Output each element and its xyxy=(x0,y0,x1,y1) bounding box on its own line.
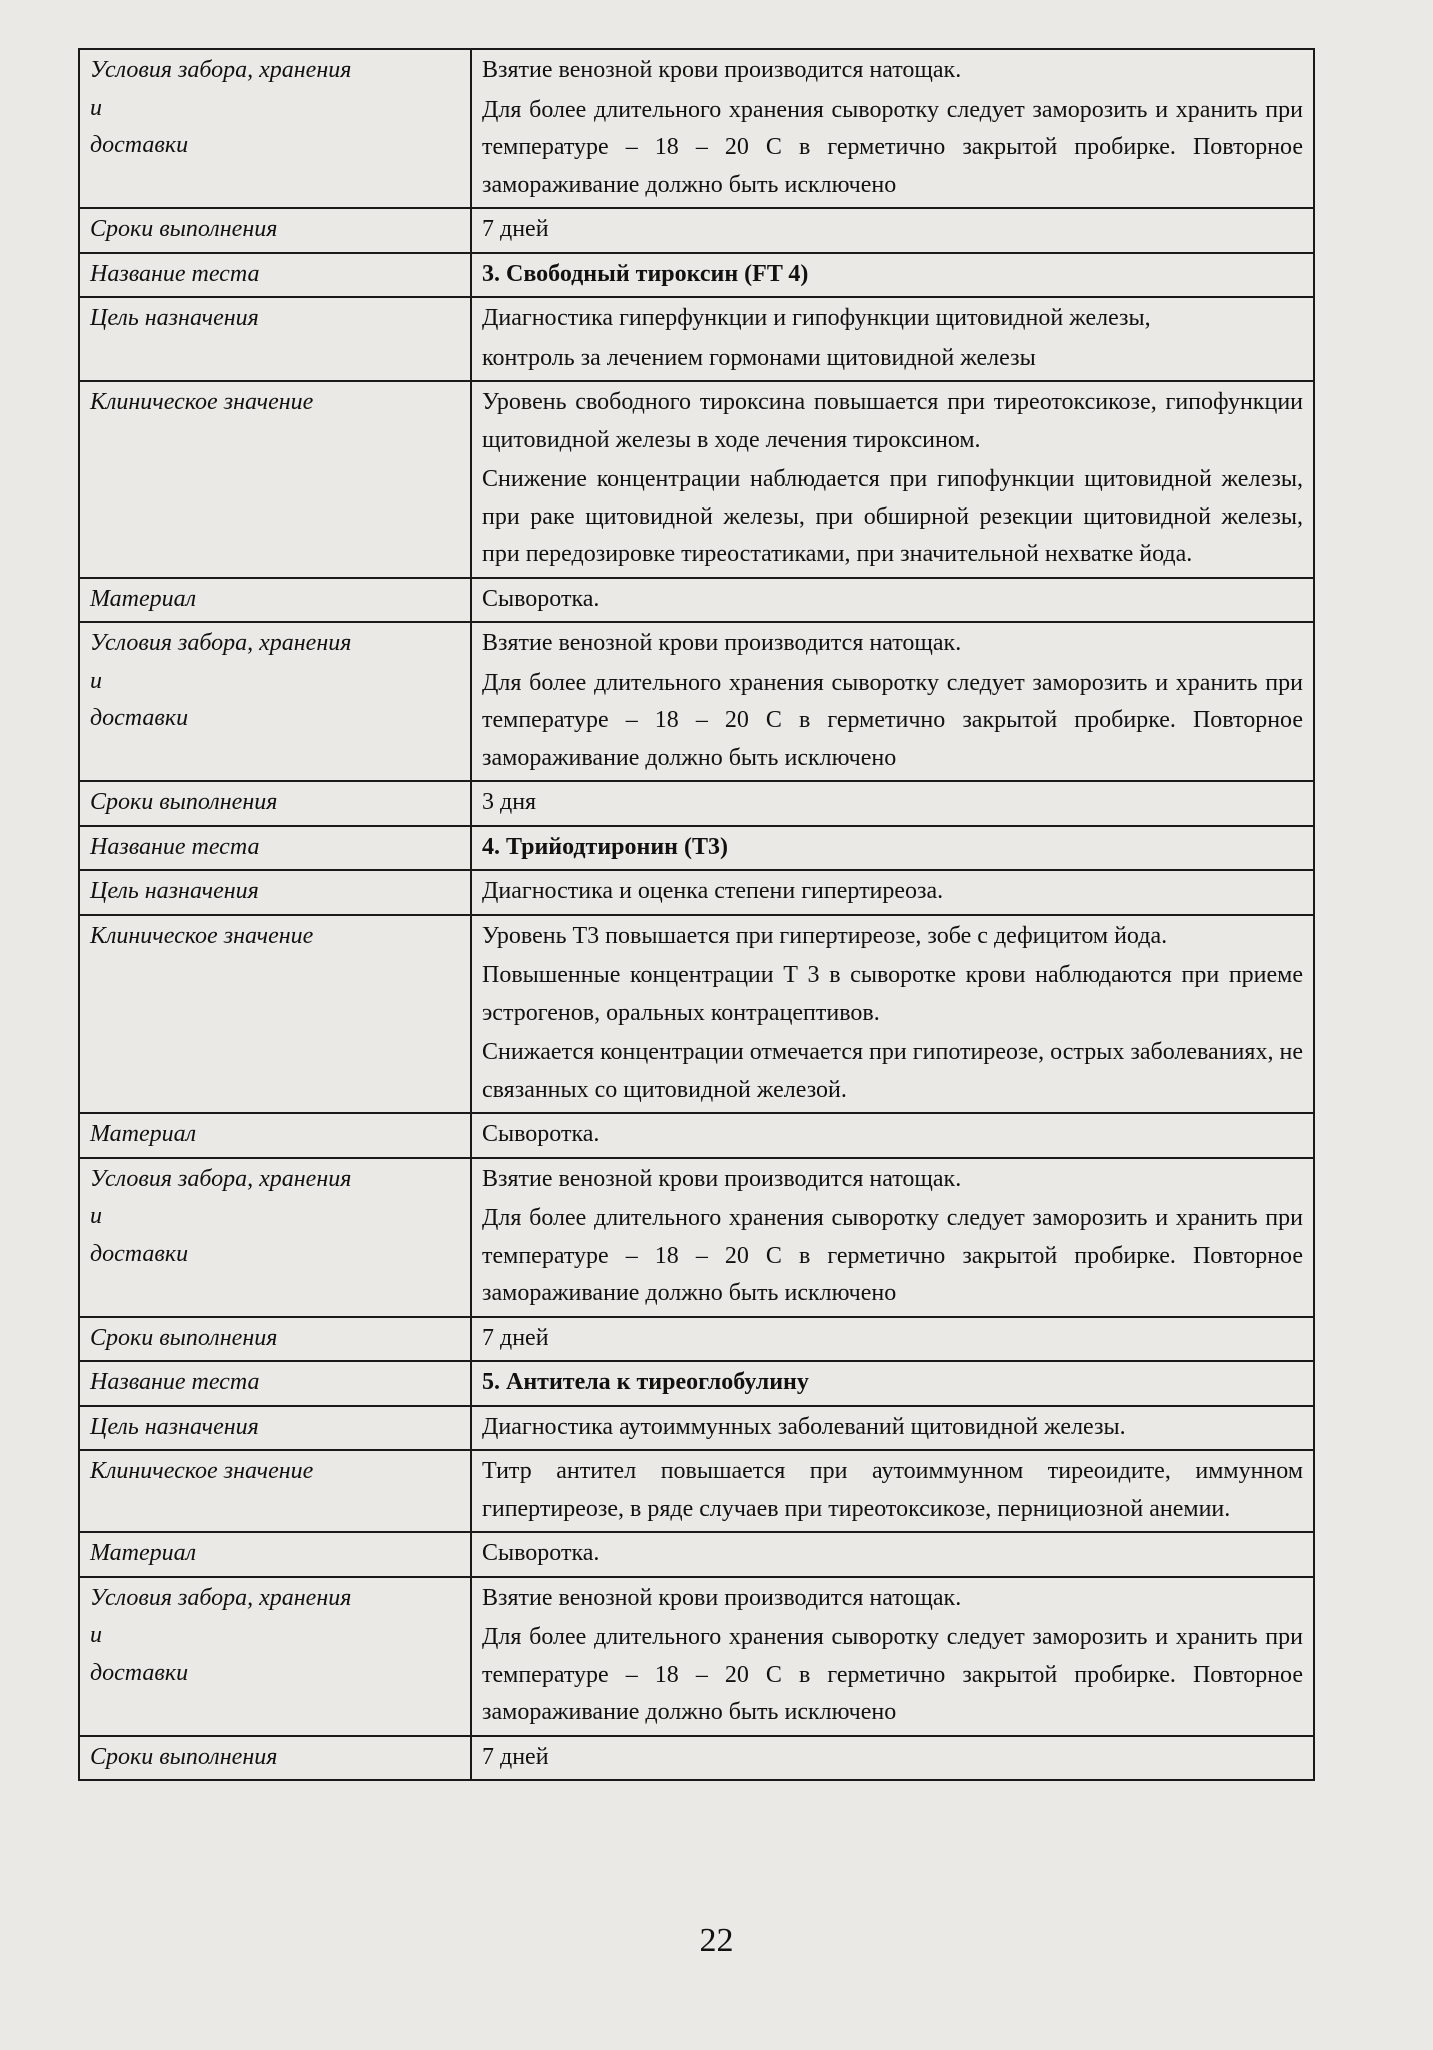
row-label: Материал xyxy=(79,1532,471,1577)
value-paragraph: Уровень свободного тироксина повышается при тиреотоксикозе, гипофункции щитовидной железы в ходе лечения тироксином. xyxy=(482,389,1303,453)
value-paragraph: 7 дней xyxy=(482,216,549,242)
value-paragraph: Сыворотка. xyxy=(482,585,600,612)
row-value xyxy=(471,1577,1314,1736)
value-paragraph: 4. Трийодтиронин (Т3) xyxy=(482,833,728,860)
row-label: Название теста xyxy=(79,1361,471,1406)
row-value xyxy=(471,1406,1314,1451)
table-row xyxy=(79,1736,1314,1781)
row-value xyxy=(471,208,1314,253)
row-value xyxy=(471,1158,1314,1317)
value-paragraph: Уровень Т3 повышается при гипертиреозе, зобе с дефицитом йода. xyxy=(482,922,1168,949)
row-label: Условия забора, хранения и доставки xyxy=(79,1577,471,1736)
table-row xyxy=(79,781,1314,826)
table-row xyxy=(79,1317,1314,1362)
row-label: Условия забора, хранения и доставки xyxy=(79,1158,471,1317)
row-value xyxy=(471,870,1314,915)
test-title xyxy=(471,253,1314,298)
value-paragraph: 3. Свободный тироксин (FT 4) xyxy=(482,260,809,287)
row-value xyxy=(471,381,1314,578)
row-label: Материал xyxy=(79,578,471,623)
value-paragraph: контроль за лечением гормонами щитовидной железы xyxy=(482,344,1036,371)
row-value xyxy=(471,1736,1314,1781)
value-paragraph: Для более длительного хранения сыворотку следует заморозить и хранить при температуре – 18 – 20 С в герметично закрытой пробирке. Повторное замораживание должно быть исключено xyxy=(482,96,1303,198)
row-value xyxy=(471,297,1314,381)
table-row xyxy=(79,1450,1314,1532)
row-label: Сроки выполнения xyxy=(79,1317,471,1362)
value-paragraph: Титр антител повышается при аутоиммунном тиреоидите, иммунном гипертиреозе, в ряде случаев при тиреотоксикозе, пернициозной анемии. xyxy=(482,1458,1303,1522)
test-title xyxy=(471,1361,1314,1406)
row-label: Клиническое значение xyxy=(79,1450,471,1532)
value-paragraph: 7 дней xyxy=(482,1743,549,1770)
row-value xyxy=(471,1113,1314,1158)
value-paragraph: 3 дня xyxy=(482,789,537,815)
row-value xyxy=(471,1450,1314,1532)
lab-tests-table xyxy=(78,48,1315,1781)
value-paragraph: Снижается концентрации отмечается при гипотиреозе, острых заболеваниях, не связанных со щитовидной железой. xyxy=(482,1039,1303,1103)
row-value xyxy=(471,1317,1314,1362)
value-paragraph: 5. Антитела к тиреоглобулину xyxy=(482,1369,809,1395)
row-value xyxy=(471,1532,1314,1577)
table-row xyxy=(79,208,1314,253)
value-paragraph: Диагностика и оценка степени гипертиреоза. xyxy=(482,878,944,904)
value-paragraph: Взятие венозной крови производится натощак. xyxy=(482,630,962,656)
table-row xyxy=(79,49,1314,208)
table-row xyxy=(79,297,1314,381)
row-label: Название теста xyxy=(79,826,471,871)
row-label: Цель назначения xyxy=(79,870,471,915)
row-label: Клиническое значение xyxy=(79,381,471,578)
page-number: 22 xyxy=(699,1922,734,1959)
value-paragraph: Взятие венозной крови производится натощак. xyxy=(482,1584,962,1611)
value-paragraph: Взятие венозной крови производится натощак. xyxy=(482,1165,962,1192)
row-label: Условия забора, хранения и доставки xyxy=(79,49,471,208)
table-row xyxy=(79,1361,1314,1406)
table-row xyxy=(79,826,1314,871)
row-label: Условия забора, хранения и доставки xyxy=(79,622,471,781)
table-row xyxy=(79,1158,1314,1317)
value-paragraph: Сыворотка. xyxy=(482,1540,600,1566)
row-label: Цель назначения xyxy=(79,297,471,381)
value-paragraph: Снижение концентрации наблюдается при гипофункции щитовидной железы, при раке щитовидной железы, при обширной резекции щитовидной железы, при передозировке тиреостатиками, при значительной нехватке йода. xyxy=(482,466,1303,567)
value-paragraph: 7 дней xyxy=(482,1324,549,1351)
table-row xyxy=(79,253,1314,298)
value-paragraph: Взятие венозной крови производится натощак. xyxy=(482,57,962,83)
value-paragraph: Повышенные концентрации Т 3 в сыворотке крови наблюдаются при приеме эстрогенов, оральных контрацептивов. xyxy=(482,962,1303,1026)
row-label: Сроки выполнения xyxy=(79,1736,471,1781)
value-paragraph: Для более длительного хранения сыворотку следует заморозить и хранить при температуре – 18 – 20 С в герметично закрытой пробирке. Повторное замораживание должно быть исключено xyxy=(482,1205,1303,1306)
row-label: Клиническое значение xyxy=(79,915,471,1114)
table-row xyxy=(79,622,1314,781)
value-paragraph: Диагностика аутоиммунных заболеваний щитовидной железы. xyxy=(482,1413,1126,1440)
table-row xyxy=(79,1532,1314,1577)
value-paragraph: Диагностика гиперфункции и гипофункции щитовидной железы, xyxy=(482,305,1151,331)
value-paragraph: Для более длительного хранения сыворотку следует заморозить и хранить при температуре – 18 – 20 С в герметично закрытой пробирке. Повторное замораживание должно быть исключено xyxy=(482,1624,1303,1725)
table-row xyxy=(79,1113,1314,1158)
table-row xyxy=(79,1406,1314,1451)
row-label: Сроки выполнения xyxy=(79,781,471,826)
table-row xyxy=(79,381,1314,578)
test-title xyxy=(471,826,1314,871)
row-value xyxy=(471,578,1314,623)
row-value xyxy=(471,781,1314,826)
row-label: Название теста xyxy=(79,253,471,298)
table-row xyxy=(79,915,1314,1114)
table-row xyxy=(79,578,1314,623)
row-value xyxy=(471,622,1314,781)
table-row xyxy=(79,870,1314,915)
row-label: Материал xyxy=(79,1113,471,1158)
table-row xyxy=(79,1577,1314,1736)
row-label: Сроки выполнения xyxy=(79,208,471,253)
row-value xyxy=(471,49,1314,208)
value-paragraph: Сыворотка. xyxy=(482,1121,600,1147)
row-label: Цель назначения xyxy=(79,1406,471,1451)
value-paragraph: Для более длительного хранения сыворотку следует заморозить и хранить при температуре – 18 – 20 С в герметично закрытой пробирке. Повторное замораживание должно быть исключено xyxy=(482,669,1303,771)
row-value xyxy=(471,915,1314,1114)
